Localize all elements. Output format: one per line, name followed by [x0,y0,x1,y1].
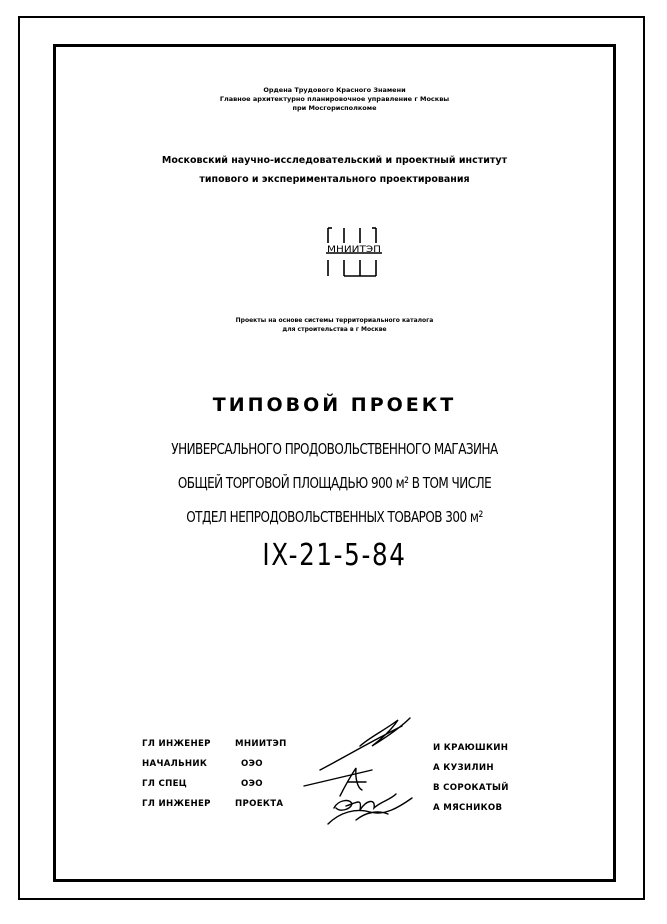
signature-position-2: НАЧАЛЬНИК [142,759,208,769]
organization-line-1: Ордена Трудового Красного Знамени [263,86,406,94]
signature-positions [142,734,211,814]
organization-line-2: Главное архитектурно планировочное управление г Москвы [219,95,450,103]
mniitep-logo [322,222,386,284]
institute-line-2: типового и экспериментального проектирования [199,174,470,185]
signature-name-4: А МЯСНИКОВ [433,803,503,813]
signature-department-4: ПРОЕКТА [235,799,284,809]
logo-text: МНИИТЭП [327,245,381,255]
subject-line-3: ОТДЕЛ НЕПРОДОВОЛЬСТВЕННЫХ ТОВАРОВ 300 м² [186,508,483,526]
signature-stroke-3 [334,794,396,810]
catalog-note-line-1: Проекты на основе системы территориального каталога [235,317,434,324]
signature-stroke-1 [320,718,410,770]
signature-departments [235,734,287,814]
catalog-note [53,317,616,334]
signature-position-3: ГЛ СПЕЦ [142,779,188,789]
organization-line-3: при Мосгорисполкоме [292,104,377,112]
signature-department-2: ОЭО [241,759,263,769]
handwritten-signatures [300,712,440,832]
subject-line-1: УНИВЕРСАЛЬНОГО ПРОДОВОЛЬСТВЕННОГО МАГАЗИНА [171,440,498,458]
organization-header [53,86,616,113]
signature-stroke-2 [304,768,372,796]
subject-line-2: ОБЩЕЙ ТОРГОВОЙ ПЛОЩАДЬЮ 900 м² В ТОМ ЧИСЛЕ [177,474,492,492]
signature-name-3: В СОРОКАТЫЙ [433,783,509,793]
project-number: IX-21-5-84 [262,538,407,573]
catalog-note-line-2: для строительства в г Москве [282,325,387,333]
project-subject [92,432,576,534]
signature-department-3: ОЭО [241,779,263,789]
signature-name-1: И КРАЮШКИН [433,743,509,753]
institute-line-1: Московский научно-исследовательский и проектный институт [161,155,508,166]
signature-position-1: ГЛ ИНЖЕНЕР [142,739,211,749]
signature-name-2: А КУЗИЛИН [433,763,494,773]
signature-department-1: МНИИТЭП [235,739,287,749]
signature-position-4: ГЛ ИНЖЕНЕР [142,799,211,809]
mniitep-logo-graphic [322,222,386,284]
institute-name [53,151,616,189]
signature-names [433,738,509,818]
document-title: ТИПОВОЙ ПРОЕКТ [212,394,457,416]
